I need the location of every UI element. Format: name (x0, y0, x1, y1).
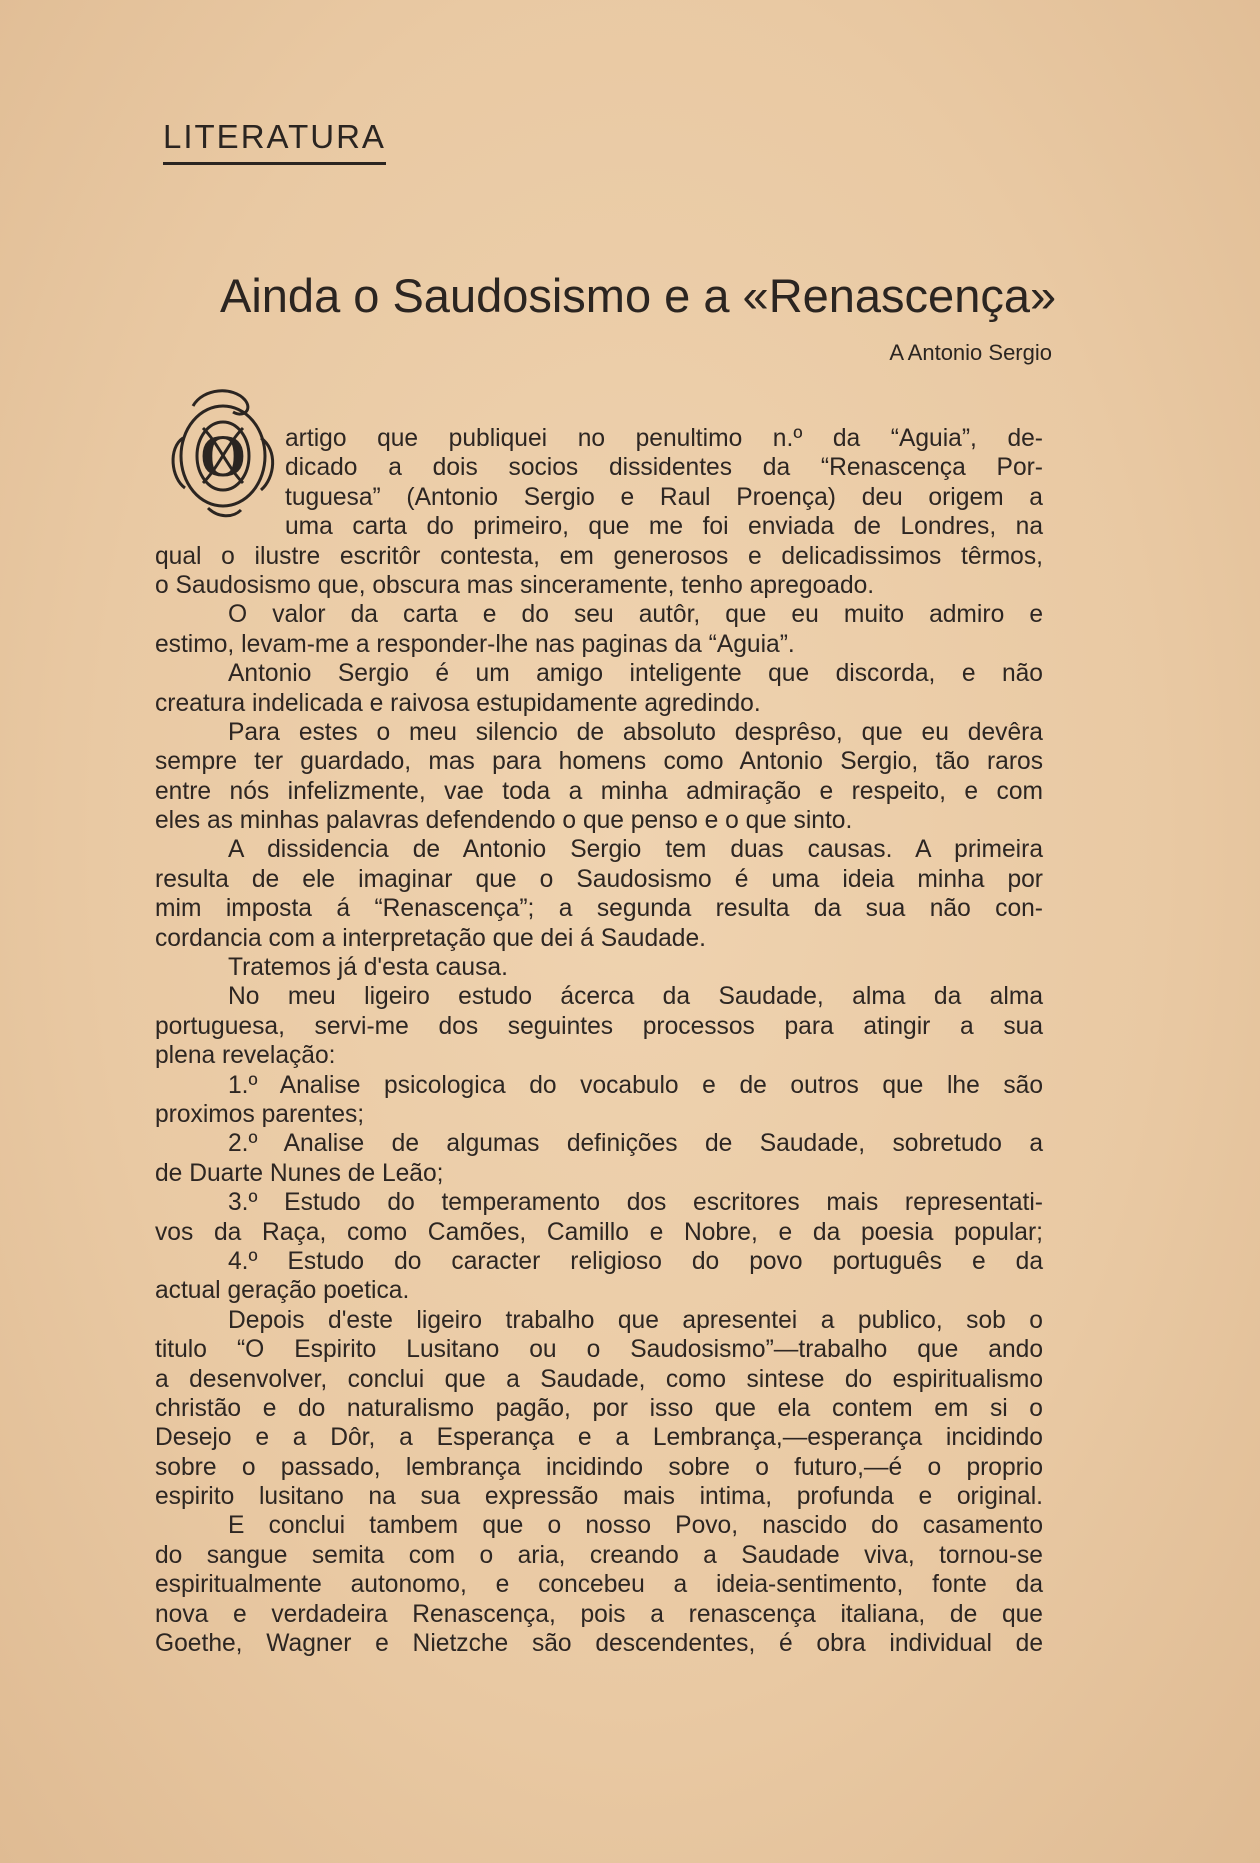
text-line: cordancia com a interpretação que dei á Saudade. (155, 924, 706, 952)
text-line: creatura indelicada e raivosa estupidamente agredindo. (155, 689, 761, 717)
text-line: nova e verdadeira Renascença, pois a renascença italiana, de que (155, 1600, 1043, 1628)
text-line: Depois d'este ligeiro trabalho que apresentei a publico, sob o (228, 1306, 1043, 1334)
text-line: entre nós infelizmente, vae toda a minha admiração e respeito, e com (155, 777, 1043, 805)
text-line: portuguesa, servi-me dos seguintes processos para atingir a sua (155, 1012, 1043, 1040)
dedication: A Antonio Sergio (889, 340, 1052, 365)
text-line: vos da Raça, como Camões, Camillo e Nobre, e da poesia popular; (155, 1218, 1043, 1246)
text-line: espirito lusitano na sua expressão mais intima, profunda e original. (155, 1483, 1043, 1511)
text-line: qual o ilustre escritôr contesta, em generosos e delicadissimos têrmos, (155, 542, 1043, 570)
text-line: A dissidencia de Antonio Sergio tem duas causas. A primeira (228, 836, 1043, 864)
text-line: Tratemos já d'esta causa. (228, 954, 508, 982)
text-line: No meu ligeiro estudo ácerca da Saudade, alma da alma (228, 983, 1043, 1011)
text-line: do sangue semita com o aria, creando a Saudade viva, tornou-se (155, 1541, 1043, 1569)
text-line: de Duarte Nunes de Leão; (155, 1159, 444, 1187)
text-line: a desenvolver, conclui que a Saudade, como sintese do espiritualismo (155, 1365, 1043, 1393)
section-label: LITERATURA (163, 118, 386, 165)
text-line: tuguesa” (Antonio Sergio e Raul Proença) deu origem a (285, 483, 1043, 511)
text-line: espiritualmente autonomo, e concebeu a ideia-sentimento, fonte da (155, 1571, 1043, 1599)
text-line: Desejo e a Dôr, a Esperança e a Lembrança,—esperança incidindo (155, 1424, 1043, 1452)
text-line: O valor da carta e do seu autôr, que eu muito admiro e (228, 601, 1043, 629)
text-line: artigo que publiquei no penultimo n.º da “Aguia”, de- (285, 425, 1043, 452)
text-line: E conclui tambem que o nosso Povo, nascido do casamento (228, 1512, 1043, 1540)
text-line: 3.º Estudo do temperamento dos escritores mais representati- (228, 1189, 1043, 1217)
text-line: 2.º Analise de algumas definições de Saudade, sobretudo a (228, 1130, 1043, 1158)
text-line: christão e do naturalismo pagão, por isso que ela contem em si o (155, 1394, 1043, 1422)
text-line: o Saudosismo que, obscura mas sinceramente, tenho apregoado. (155, 571, 875, 599)
article-title: Ainda o Saudosismo e a «Renascença» (220, 269, 1057, 322)
text-line: uma carta do primeiro, que me foi enviada de Londres, na (285, 513, 1043, 541)
dropcap-letter: O (199, 423, 247, 489)
text-line: mim imposta á “Renascença”; a segunda resulta da sua não con- (155, 895, 1043, 923)
text-line: titulo “O Espirito Lusitano ou o Saudosismo”—trabalho que ando (155, 1336, 1043, 1364)
text-line: dicado a dois socios dissidentes da “Renascença Por- (285, 454, 1043, 482)
text-line: 1.º Analise psicologica do vocabulo e de outros que lhe são (228, 1071, 1043, 1099)
text-line: plena revelação: (155, 1042, 336, 1070)
text-line: sobre o passado, lembrança incidindo sobre o futuro,—é o proprio (155, 1453, 1043, 1481)
text-line: Para estes o meu silencio de absoluto desprêso, que eu devêra (228, 718, 1043, 746)
text-line: Antonio Sergio é um amigo inteligente que discorda, e não (228, 660, 1043, 688)
text-line: resulta de ele imaginar que o Saudosismo é uma ideia minha por (155, 865, 1043, 893)
text-line: 4.º Estudo do caracter religioso do povo português e da (228, 1247, 1043, 1275)
text-line: estimo, levam-me a responder-lhe nas paginas da “Aguia”. (155, 630, 795, 658)
text-line: Goethe, Wagner e Nietzche são descendentes, é obra individual de (155, 1630, 1043, 1658)
text-line: actual geração poetica. (155, 1277, 410, 1305)
text-line: eles as minhas palavras defendendo o que penso e o que sinto. (155, 807, 853, 835)
text-line: proximos parentes; (155, 1100, 365, 1128)
text-line: sempre ter guardado, mas para homens como Antonio Sergio, tão raros (155, 748, 1043, 776)
article-body (155, 424, 1043, 1658)
